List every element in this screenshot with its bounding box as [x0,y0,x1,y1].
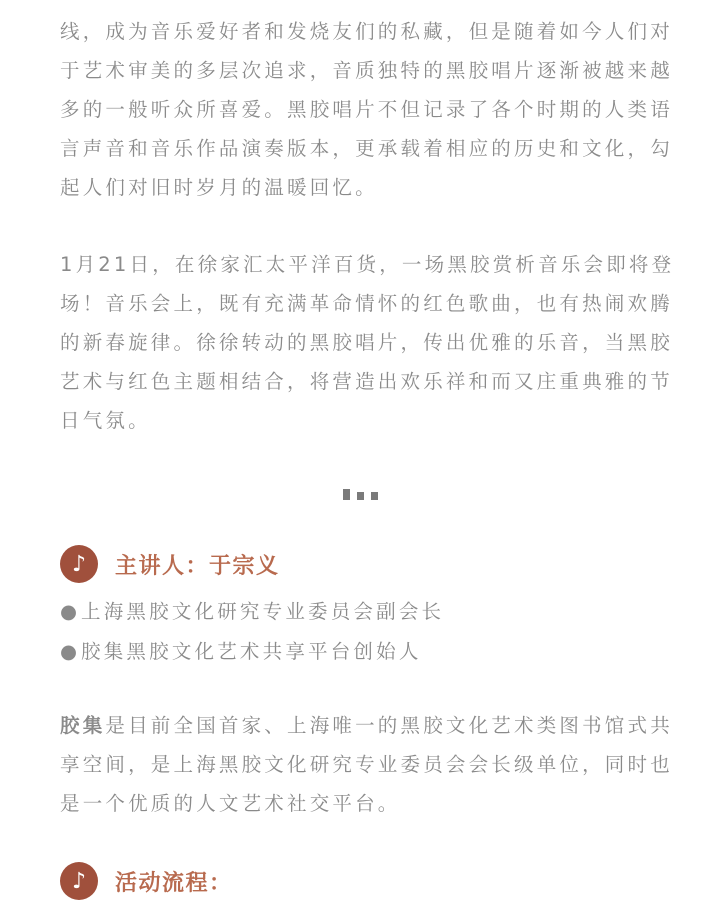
section-divider-bars [343,488,379,500]
bullet-dot-icon: ● [60,600,78,623]
bullet-dot-icon: ● [60,640,78,663]
event-line: 艺术与红色主题相结合，将营造出欢乐祥和而又庄重典雅的节 [60,370,673,393]
intro-line: 起人们对旧时岁月的温暖回忆。 [60,176,378,199]
speaker-title-item [60,636,422,664]
event-line: 日气氛。 [60,409,151,432]
music-note-icon: ♪ [60,862,98,900]
music-note-icon: ♪ [60,545,98,583]
intro-line: 多的一般听众所喜爱。黑胶唱片不但记录了各个时期的人类语 [60,98,673,121]
org-line [60,706,673,745]
speaker-title-text: 胶集黑胶文化艺术共享平台创始人 [81,640,422,663]
event-line: 场！音乐会上，既有充满革命情怀的红色歌曲，也有热闹欢腾 [60,292,673,315]
org-name-bold: 胶集 [60,714,106,737]
intro-line: 言声音和音乐作品演奏版本，更承载着相应的历史和文化，勾 [60,137,673,160]
speaker-heading [60,545,280,583]
intro-paragraph [60,12,673,207]
intro-line: 于艺术审美的多层次追求，音质独特的黑胶唱片逐渐被越来越 [60,59,673,82]
event-line: 的新春旋律。徐徐转动的黑胶唱片，传出优雅的乐音，当黑胶 [60,331,673,354]
speaker-title-item [60,596,444,624]
org-line-rest: 是目前全国首家、上海唯一的黑胶文化艺术类图书馆式共 [105,714,673,737]
event-paragraph [60,245,675,440]
organization-paragraph [60,706,673,823]
org-line: 是一个优质的人文艺术社交平台。 [60,792,401,815]
process-heading [60,862,233,900]
speaker-title-text: 上海黑胶文化研究专业委员会副会长 [81,600,445,623]
speaker-heading-text: 主讲人：于宗义 [115,553,280,579]
intro-line: 线，成为音乐爱好者和发烧友们的私藏，但是随着如今人们对 [60,20,673,43]
process-heading-text: 活动流程： [115,870,233,896]
org-line: 享空间，是上海黑胶文化研究专业委员会会长级单位，同时也 [60,753,673,776]
event-line: 1月21日，在徐家汇太平洋百货，一场黑胶赏析音乐会即将登 [60,253,675,276]
